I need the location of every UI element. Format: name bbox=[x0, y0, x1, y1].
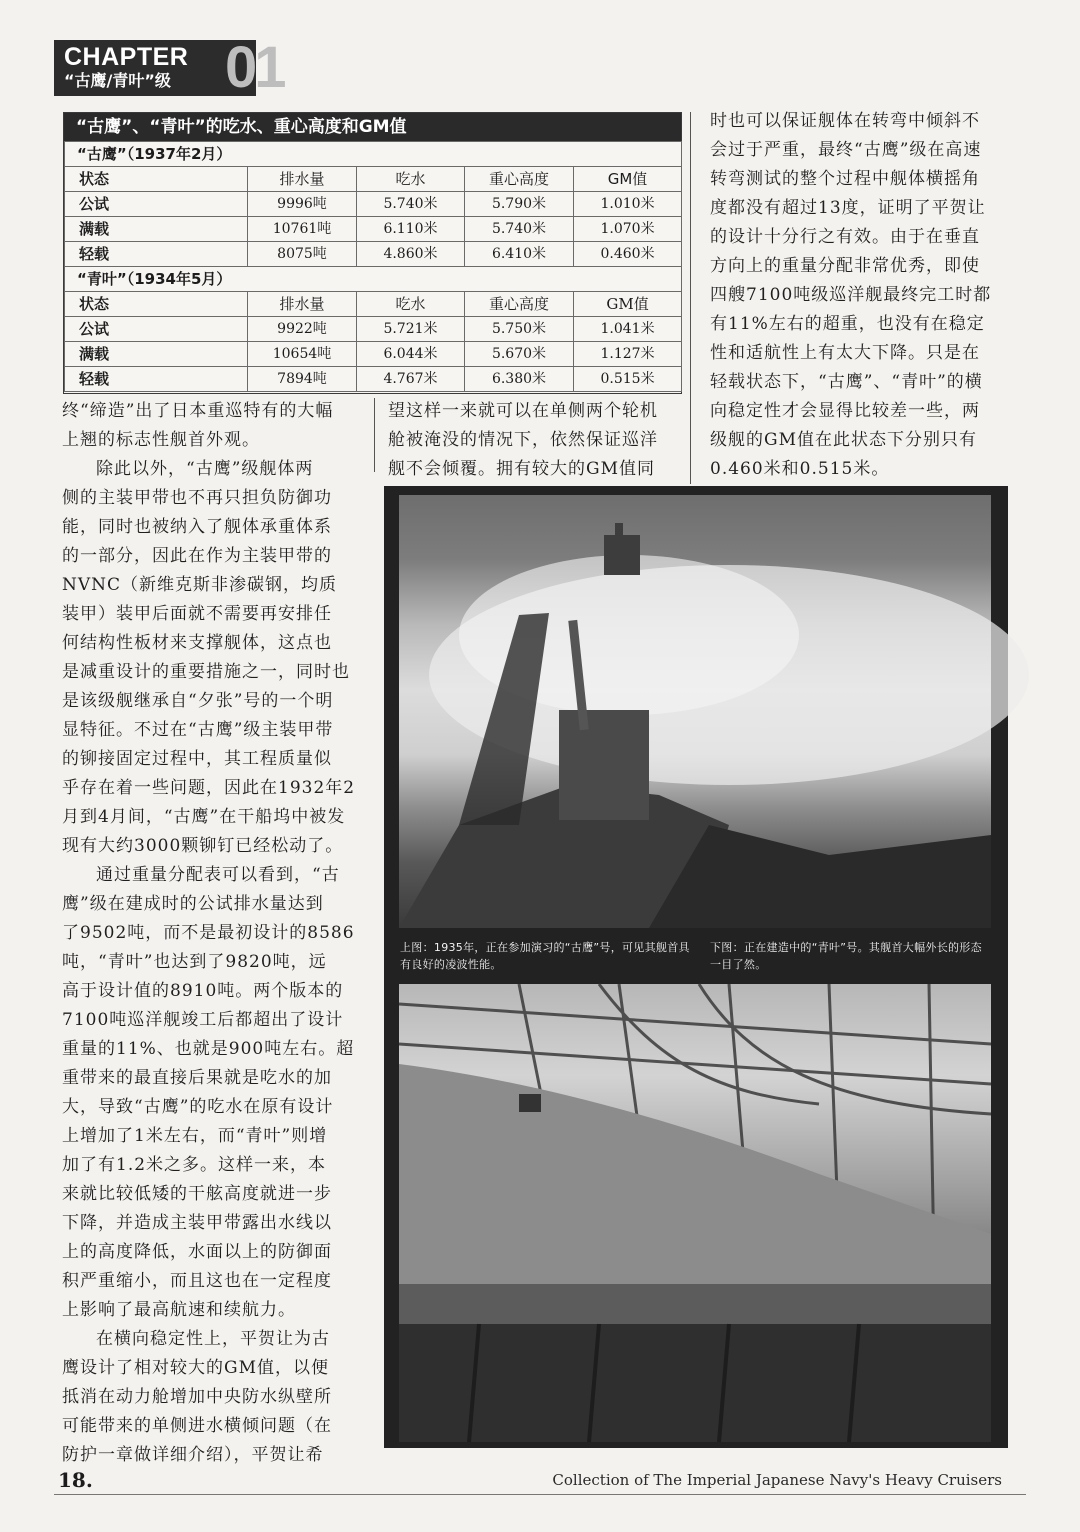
text-line: 向稳定性才会显得比较差一些，两 bbox=[710, 401, 980, 421]
text-line: 装甲）装甲后面就不需要再安排任 bbox=[62, 604, 332, 624]
text-line: 方向上的重量分配非常优秀，即使 bbox=[710, 256, 980, 276]
table-group-name: “古鹰”（1937年2月） bbox=[65, 142, 682, 167]
text-line: 积严重缩小，而且这也在一定程度 bbox=[62, 1271, 332, 1291]
table-column-header: 重心高度 bbox=[465, 292, 574, 317]
table-row-label: 公试 bbox=[65, 317, 248, 342]
table-title: “古鹰”、“青叶”的吃水、重心高度和GM值 bbox=[64, 113, 681, 141]
caption-top: 上图：1935年，正在参加演习的“古鹰”号，可见其舰首具有良好的凌波性能。 bbox=[400, 941, 690, 971]
table-column-header-row bbox=[65, 292, 682, 317]
text-line: 来就比较低矮的干舷高度就进一步 bbox=[62, 1184, 332, 1204]
table-row-label: 满载 bbox=[65, 342, 248, 367]
text-line: 下降，并造成主装甲带露出水线以 bbox=[62, 1213, 332, 1233]
table-row bbox=[65, 342, 682, 367]
table-cell: 4.767米 bbox=[357, 367, 465, 392]
table-cell: 6.110米 bbox=[357, 217, 465, 242]
table-cell: 1.070米 bbox=[574, 217, 682, 242]
text-column-middle bbox=[388, 397, 684, 484]
table-group-name: “青叶”（1934年5月） bbox=[65, 267, 682, 292]
text-line: 抵消在动力舱增加中央防水纵壁所 bbox=[62, 1387, 332, 1407]
text-line: 可能带来的单侧进水横倾问题（在 bbox=[62, 1416, 332, 1436]
table-cell: 6.380米 bbox=[465, 367, 574, 392]
table-cell: 1.010米 bbox=[574, 192, 682, 217]
text-line: 的设计十分行之有效。由于在垂直 bbox=[710, 227, 980, 247]
table-cell: 9996吨 bbox=[248, 192, 357, 217]
chapter-word: CHAPTER bbox=[64, 43, 189, 71]
text-line: 能，同时也被纳入了舰体承重体系 bbox=[62, 517, 332, 537]
text-line: 终“缔造”出了日本重巡特有的大幅 bbox=[62, 401, 334, 421]
text-line: 的铆接固定过程中，其工程质量似 bbox=[62, 749, 332, 769]
text-line: 舰不会倾覆。拥有较大的GM值同 bbox=[388, 459, 655, 479]
column-divider-short bbox=[374, 398, 375, 472]
text-line: 显特征。不过在“古鹰”级主装甲带 bbox=[62, 720, 334, 740]
text-line: 乎存在着一些问题，因此在1932年2 bbox=[62, 778, 356, 798]
table-cell: 5.750米 bbox=[465, 317, 574, 342]
text-line: 鹰设计了相对较大的GM值，以便 bbox=[62, 1358, 329, 1378]
footer-rule bbox=[54, 1494, 1026, 1495]
table-column-header: 状态 bbox=[65, 292, 248, 317]
caption-bottom: 下图：正在建造中的“青叶”号。其舰首大幅外长的形态一目了然。 bbox=[710, 941, 982, 971]
photo-aoba-construction bbox=[399, 984, 991, 1442]
table-cell: 8075吨 bbox=[248, 242, 357, 267]
photo-aoba-illustration bbox=[399, 984, 991, 1442]
text-line: 级舰的GM值在此状态下分别只有 bbox=[710, 430, 977, 450]
text-line: NVNC（新维克斯非渗碳钢，均质 bbox=[62, 575, 338, 595]
table-cell: 5.721米 bbox=[357, 317, 465, 342]
text-line: 的一部分，因此在作为主装甲带的 bbox=[62, 546, 332, 566]
text-line: 0.460米和0.515米。 bbox=[710, 459, 890, 479]
text-line: 高于设计值的8910吨。两个版本的 bbox=[62, 981, 344, 1001]
text-line: 是该级舰继承自“夕张”号的一个明 bbox=[62, 691, 334, 711]
text-line: 侧的主装甲带也不再只担负防御功 bbox=[62, 488, 332, 508]
page-number: 18. bbox=[58, 1468, 93, 1492]
table-cell: 9922吨 bbox=[248, 317, 357, 342]
table-cell: 6.044米 bbox=[357, 342, 465, 367]
text-line: 上增加了1米左右，而“青叶”则增 bbox=[62, 1126, 328, 1146]
table-cell: 5.740米 bbox=[357, 192, 465, 217]
photo-furutaka-at-sea bbox=[399, 495, 991, 928]
table-row-label: 公试 bbox=[65, 192, 248, 217]
table-column-header-row bbox=[65, 167, 682, 192]
text-line: 是减重设计的重要措施之一，同时也 bbox=[62, 662, 350, 682]
text-line: 时也可以保证舰体在转弯中倾斜不 bbox=[710, 111, 980, 131]
photo-furutaka-illustration bbox=[399, 495, 991, 928]
book-title: Collection of The Imperial Japanese Navy's Heavy Cruisers bbox=[552, 1471, 1002, 1489]
text-line: 会过于严重，最终“古鹰”级在高速 bbox=[710, 140, 982, 160]
text-line: 鹰”级在建成时的公试排水量达到 bbox=[62, 894, 324, 914]
table-cell: 6.410米 bbox=[465, 242, 574, 267]
chapter-subtitle: “古鹰/青叶”级 bbox=[64, 71, 171, 90]
table-cell: 7894吨 bbox=[248, 367, 357, 392]
chapter-number: 01 bbox=[225, 35, 284, 100]
text-line: 吨，“青叶”也达到了9820吨，远 bbox=[62, 952, 327, 972]
table-group-header bbox=[65, 142, 682, 167]
text-line: 轻载状态下，“古鹰”、“青叶”的横 bbox=[710, 372, 983, 392]
text-line: 性和适航性上有太大下降。只是在 bbox=[710, 343, 980, 363]
text-line: 上翘的标志性舰首外观。 bbox=[62, 430, 260, 450]
table-group-header bbox=[65, 267, 682, 292]
column-divider bbox=[690, 112, 691, 484]
text-line: 在横向稳定性上，平贺让为古 bbox=[96, 1329, 330, 1349]
text-line: 除此以外，“古鹰”级舰体两 bbox=[96, 459, 314, 479]
table-cell: 10761吨 bbox=[248, 217, 357, 242]
table-cell: 1.041米 bbox=[574, 317, 682, 342]
table-row bbox=[65, 242, 682, 267]
text-line: 有11%左右的超重，也没有在稳定 bbox=[710, 314, 985, 334]
text-line: 加了有1.2米之多。这样一来，本 bbox=[62, 1155, 327, 1175]
table-cell: 5.790米 bbox=[465, 192, 574, 217]
table-column-header: GM值 bbox=[574, 292, 682, 317]
table-column-header: 状态 bbox=[65, 167, 248, 192]
text-line: 防护一章做详细介绍），平贺让希 bbox=[62, 1445, 324, 1465]
data-table bbox=[64, 141, 682, 392]
text-column-left bbox=[62, 397, 368, 1470]
table-cell: 5.670米 bbox=[465, 342, 574, 367]
table-cell: 4.860米 bbox=[357, 242, 465, 267]
text-line: 舱被淹没的情况下，依然保证巡洋 bbox=[388, 430, 658, 450]
text-line: 上的高度降低，水面以上的防御面 bbox=[62, 1242, 332, 1262]
text-line: 重量的11%、也就是900吨左右。超 bbox=[62, 1039, 355, 1059]
text-line: 上影响了最高航速和续航力。 bbox=[62, 1300, 296, 1320]
table-cell: 0.460米 bbox=[574, 242, 682, 267]
text-line: 月到4月间，“古鹰”在干船坞中被发 bbox=[62, 807, 346, 827]
table-row-label: 轻载 bbox=[65, 242, 248, 267]
table-column-header: 吃水 bbox=[357, 292, 465, 317]
table-cell: 5.740米 bbox=[465, 217, 574, 242]
table-row-label: 轻载 bbox=[65, 367, 248, 392]
text-line: 四艘7100吨级巡洋舰最终完工时都 bbox=[710, 285, 992, 305]
text-column-right bbox=[710, 107, 1010, 484]
text-line: 通过重量分配表可以看到，“古 bbox=[96, 865, 340, 885]
text-line: 转弯测试的整个过程中舰体横摇角 bbox=[710, 169, 980, 189]
text-line: 现有大约3000颗铆钉已经松动了。 bbox=[62, 836, 344, 856]
chapter-header bbox=[54, 35, 284, 100]
table-row bbox=[65, 217, 682, 242]
table-cell: 10654吨 bbox=[248, 342, 357, 367]
table-column-header: GM值 bbox=[574, 167, 682, 192]
text-line: 了9502吨，而不是最初设计的8586 bbox=[62, 923, 355, 943]
table-cell: 1.127米 bbox=[574, 342, 682, 367]
table-column-header: 排水量 bbox=[248, 167, 357, 192]
table-cell: 0.515米 bbox=[574, 367, 682, 392]
table-row bbox=[65, 192, 682, 217]
table-row bbox=[65, 317, 682, 342]
text-line: 度都没有超过13度，证明了平贺让 bbox=[710, 198, 986, 218]
text-line: 大，导致“古鹰”的吃水在原有设计 bbox=[62, 1097, 334, 1117]
table-row-label: 满载 bbox=[65, 217, 248, 242]
table-column-header: 排水量 bbox=[248, 292, 357, 317]
stability-table bbox=[63, 112, 682, 394]
text-line: 何结构性板材来支撑舰体，这点也 bbox=[62, 633, 332, 653]
text-line: 望这样一来就可以在单侧两个轮机 bbox=[388, 401, 658, 421]
table-column-header: 吃水 bbox=[357, 167, 465, 192]
text-line: 7100吨巡洋舰竣工后都超出了设计 bbox=[62, 1010, 344, 1030]
table-row bbox=[65, 367, 682, 392]
table-column-header: 重心高度 bbox=[465, 167, 574, 192]
text-line: 重带来的最直接后果就是吃水的加 bbox=[62, 1068, 332, 1088]
